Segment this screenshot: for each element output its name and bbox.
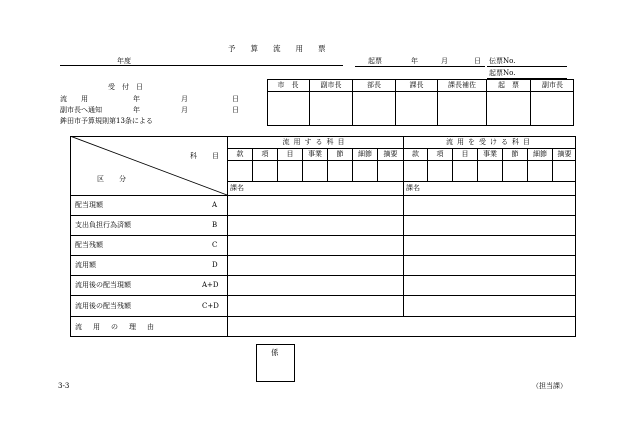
kamoku-label: 科 目	[190, 152, 223, 160]
stamp-label: 係	[271, 348, 279, 357]
row-code-c-plus-d: C+D	[202, 301, 219, 310]
approval-label-kihyo: 起 票	[498, 81, 519, 89]
to-subcol-ko: 項	[436, 150, 444, 158]
row-label-ryuyo-gaku: 流用額	[75, 261, 96, 269]
row-code-c: C	[212, 241, 218, 249]
notice-label: 副市長へ通知	[60, 106, 102, 114]
row-code-a-plus-d: A+D	[202, 281, 219, 289]
row-line	[70, 215, 576, 216]
from-subcol-setsu: 節	[336, 150, 344, 158]
received-label: 受 付 日	[108, 83, 143, 91]
row-label-haito-gengaku: 配当現額	[75, 201, 103, 209]
row-code-b: B	[212, 221, 218, 229]
to-subcol-kan: 款	[412, 150, 419, 158]
from-account-header: 流用する科目	[282, 138, 349, 146]
approval-label-vice-mayor: 副市長	[320, 81, 342, 89]
from-to-divider	[403, 136, 404, 316]
from-subcol-jigyo: 事業	[308, 150, 322, 158]
from-dept-label: 課名	[230, 184, 244, 192]
to-subcol-moku: 目	[461, 150, 469, 158]
row-line	[70, 255, 576, 256]
to-subcol-setsu: 節	[511, 150, 519, 158]
approval-label-director: 部長	[367, 81, 381, 89]
row-code-d: D	[212, 261, 218, 269]
row-label-ryuyo-go-zangaku: 流用後の配当残額	[75, 301, 131, 310]
to-subcol-tekiyo: 摘要	[557, 150, 572, 158]
from-subcol-tekiyo: 摘要	[383, 150, 398, 158]
ryuyo-day: 日	[232, 95, 239, 103]
from-subcol-saisetsu: 細節	[358, 150, 372, 158]
row-label-ryuyo-go-gengaku: 流用後の配当現額	[75, 281, 131, 289]
approval-label-vice-mayor-2: 副市長	[542, 81, 563, 89]
kubun-label: 区 分	[97, 175, 130, 183]
row-code-a: A	[212, 201, 218, 209]
form-title: 予 算 流 用 票	[228, 44, 326, 53]
approval-label-section-chief: 課長	[409, 81, 424, 89]
row-line	[70, 275, 576, 276]
department-footer: （担当課）	[532, 382, 567, 390]
approval-label-assistant-chief: 課長補佐	[448, 81, 476, 89]
kihyo-date-line	[355, 66, 485, 67]
denpyo-no-line	[487, 66, 567, 67]
row-line	[70, 235, 576, 236]
from-subcol-ko: 項	[261, 150, 269, 158]
notice-day: 日	[232, 106, 239, 114]
to-subcol-jigyo: 事業	[483, 150, 497, 158]
approval-label-mayor: 市 長	[277, 81, 299, 89]
from-subcol-moku: 目	[286, 150, 294, 158]
kihyo-label: 起票	[368, 57, 382, 65]
fiscal-year-line	[60, 65, 343, 66]
subcol-header-line	[227, 160, 576, 161]
fiscal-year-label: 年度	[117, 57, 131, 65]
notice-month: 月	[181, 106, 188, 114]
to-subcol-saisetsu: 細節	[533, 150, 547, 158]
notice-year: 年	[133, 106, 140, 114]
from-subcol-kan: 款	[236, 150, 244, 158]
page-code: 3-3	[58, 382, 70, 390]
to-dept-label: 課名	[406, 184, 420, 192]
kihyo-no-label: 起票No.	[489, 69, 516, 77]
kihyo-month: 月	[441, 57, 448, 65]
approval-header-divider	[267, 91, 574, 92]
ryuyo-label: 流 用	[60, 95, 88, 103]
denpyo-no-label: 伝票No.	[489, 57, 516, 65]
code-row-line	[227, 181, 576, 182]
kihyo-day: 日	[474, 57, 481, 65]
ryuyo-year: 年	[133, 95, 140, 103]
reason-label: 流 用 の 理 由	[75, 322, 156, 331]
diagonal-header-line	[70, 136, 228, 196]
to-account-header: 流用を受ける科目	[446, 138, 534, 146]
kihyo-year: 年	[411, 57, 418, 65]
row-label-haito-zangaku: 配当残額	[75, 241, 103, 249]
ryuyo-month: 月	[181, 95, 188, 103]
row-line	[70, 295, 576, 296]
row-label-shishutsu-futan: 支出負担行為済額	[75, 221, 131, 229]
regulation-note: 鉾田市予算規則第13条による	[60, 117, 153, 125]
